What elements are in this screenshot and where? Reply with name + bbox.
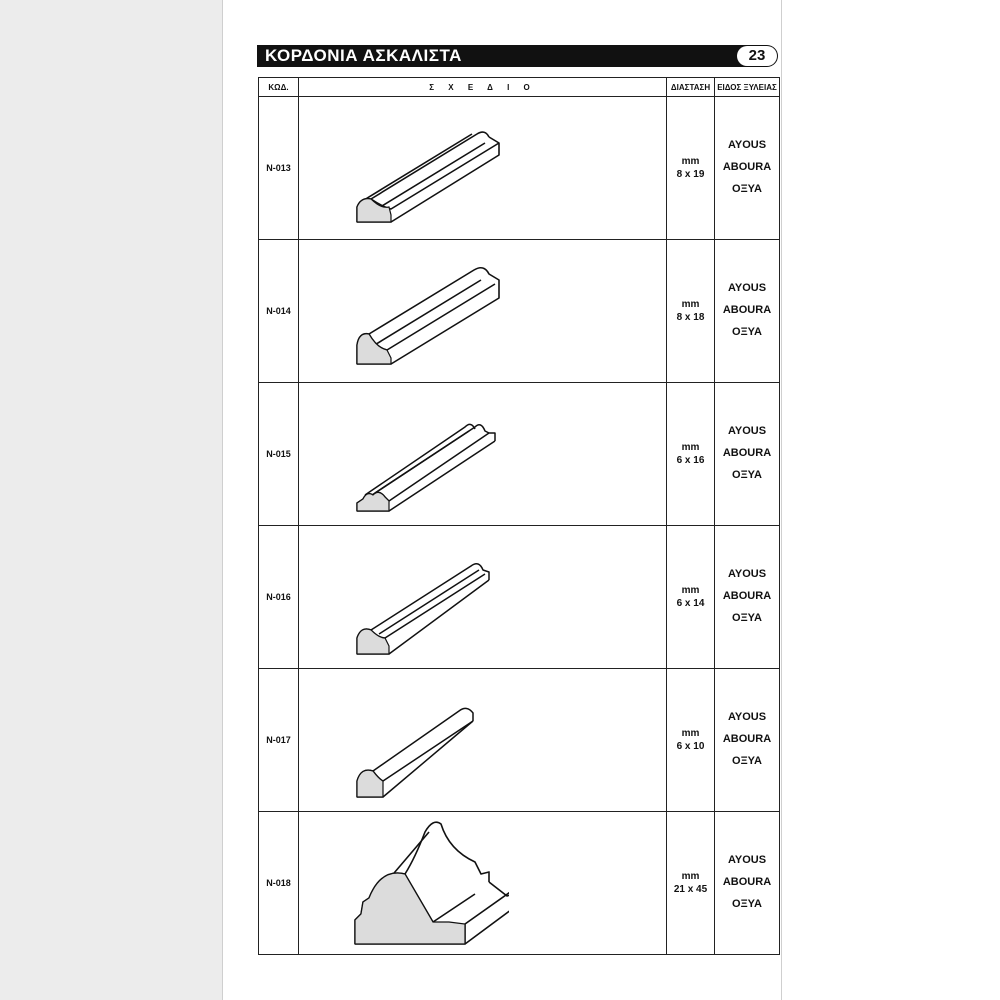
- dimension-unit: mm: [681, 728, 700, 739]
- dimension-cell: [667, 97, 715, 240]
- moulding-profile-drawing: [309, 669, 509, 811]
- table-row: [259, 383, 780, 526]
- profile-drawing-cell: [299, 240, 667, 383]
- dimension-cell: [667, 240, 715, 383]
- title-bar: [257, 45, 778, 67]
- dimension-unit: mm: [681, 156, 700, 167]
- product-code: N-014: [259, 240, 299, 383]
- profile-drawing-cell: [299, 383, 667, 526]
- dimension-size: 8 x 18: [676, 312, 705, 323]
- moulding-profile-drawing: [309, 240, 509, 382]
- dimension-cell: [667, 669, 715, 812]
- page-number: 23: [737, 46, 777, 66]
- table-row: [259, 240, 780, 383]
- wood-type: ABOURA: [722, 590, 772, 602]
- product-code: N-018: [259, 812, 299, 955]
- wood-types-cell: [715, 97, 780, 240]
- dimension-unit: mm: [681, 442, 700, 453]
- wood-type: ABOURA: [722, 161, 772, 173]
- product-table: [258, 77, 780, 955]
- profile-drawing-cell: [299, 97, 667, 240]
- product-code: N-017: [259, 669, 299, 812]
- profile-drawing-cell: [299, 812, 667, 955]
- product-code: N-016: [259, 526, 299, 669]
- dimension-size: 8 x 19: [676, 169, 705, 180]
- profile-drawing-cell: [299, 669, 667, 812]
- wood-types-cell: [715, 812, 780, 955]
- col-header-drawing: Σ Χ Ε Δ Ι Ο: [299, 78, 667, 97]
- dimension-cell: [667, 812, 715, 955]
- wood-type: AYOUS: [727, 568, 767, 580]
- moulding-profile-drawing: [309, 383, 509, 525]
- wood-type: AYOUS: [727, 711, 767, 723]
- wood-type: AYOUS: [727, 425, 767, 437]
- wood-type: ABOURA: [722, 447, 772, 459]
- table-row: [259, 812, 780, 955]
- col-header-dimension: ΔΙΑΣΤΑΣΗ: [667, 78, 715, 97]
- dimension-size: 21 x 45: [673, 884, 708, 895]
- wood-type: AYOUS: [727, 854, 767, 866]
- dimension-unit: mm: [681, 871, 700, 882]
- page-title: ΚΟΡΔΟΝΙΑ ΑΣΚΑΛΙΣΤΑ: [265, 46, 462, 65]
- wood-type: ABOURA: [722, 304, 772, 316]
- profile-drawing-cell: [299, 526, 667, 669]
- table-header-row: [259, 78, 780, 97]
- table-row: [259, 97, 780, 240]
- dimension-unit: mm: [681, 585, 700, 596]
- wood-type: AYOUS: [727, 139, 767, 151]
- wood-type: ΟΞΥΑ: [732, 183, 762, 195]
- dimension-size: 6 x 14: [676, 598, 705, 609]
- dimension-unit: mm: [681, 299, 700, 310]
- left-background: [0, 0, 222, 1000]
- wood-type: AYOUS: [727, 282, 767, 294]
- table-row: [259, 526, 780, 669]
- wood-type: ΟΞΥΑ: [732, 469, 762, 481]
- dimension-cell: [667, 383, 715, 526]
- wood-types-cell: [715, 383, 780, 526]
- wood-types-cell: [715, 669, 780, 812]
- moulding-profile-drawing: [309, 812, 509, 954]
- dimension-cell: [667, 526, 715, 669]
- dimension-size: 6 x 16: [676, 455, 705, 466]
- wood-types-cell: [715, 240, 780, 383]
- col-header-code: ΚΩΔ.: [259, 78, 299, 97]
- wood-type: ΟΞΥΑ: [732, 898, 762, 910]
- wood-type: ABOURA: [722, 733, 772, 745]
- moulding-profile-drawing: [309, 526, 509, 668]
- col-header-wood: ΕΙΔΟΣ ΞΥΛΕΙΑΣ: [715, 78, 780, 97]
- table-row: [259, 669, 780, 812]
- moulding-profile-drawing: [309, 97, 509, 239]
- wood-type: ABOURA: [722, 876, 772, 888]
- wood-type: ΟΞΥΑ: [732, 755, 762, 767]
- wood-type: ΟΞΥΑ: [732, 612, 762, 624]
- product-code: N-015: [259, 383, 299, 526]
- dimension-size: 6 x 10: [676, 741, 705, 752]
- wood-types-cell: [715, 526, 780, 669]
- wood-type: ΟΞΥΑ: [732, 326, 762, 338]
- product-code: N-013: [259, 97, 299, 240]
